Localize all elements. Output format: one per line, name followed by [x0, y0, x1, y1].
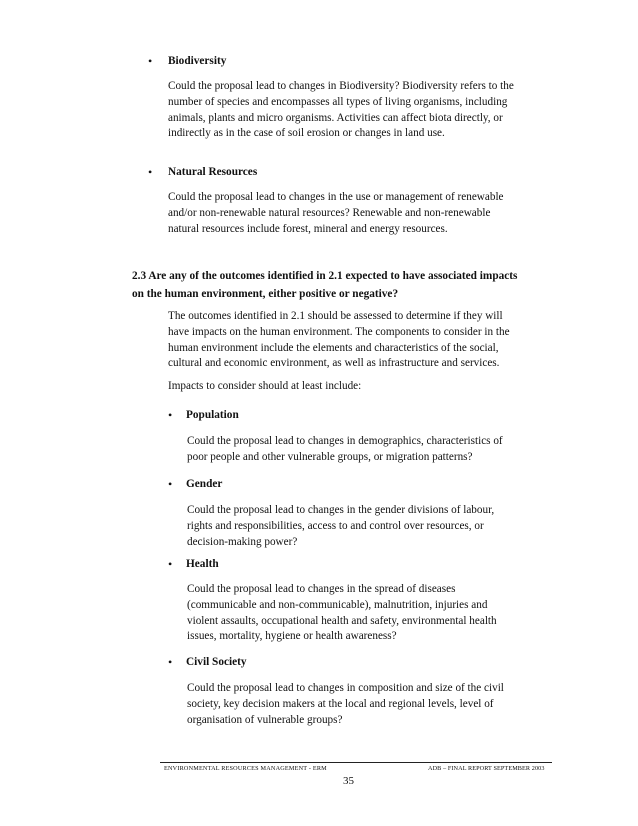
page-number: 35 — [343, 775, 354, 787]
body-line: (communicable and non-communicable), malnutrition, injuries and — [187, 598, 488, 611]
body-line: indirectly as in the case of soil erosion or changes in land use. — [168, 127, 445, 140]
impact-body — [187, 681, 557, 728]
impact-body — [187, 503, 557, 550]
body-line: violent assaults, occupational health and safety, environmental health — [187, 614, 497, 627]
body-line: Could the proposal lead to changes in the gender divisions of labour, — [187, 504, 495, 516]
body-line: Could the proposal lead to changes in composition and size of the civil — [187, 682, 504, 694]
body-line: animals, plants and micro organisms. Activities can affect biota directly, or — [168, 111, 503, 124]
bullet-dot: • — [168, 557, 173, 571]
footer-left-text: ENVIRONMENTAL RESOURCES MANAGEMENT - ERM — [164, 765, 327, 772]
bullet-dot: • — [168, 408, 173, 422]
body-line: natural resources include forest, mineral and energy resources. — [168, 222, 448, 235]
heading-line: 2.3 Are any of the outcomes identified in 2.1 expected to have associated impacts — [132, 270, 518, 282]
body-line: Could the proposal lead to changes in the spread of diseases — [187, 583, 456, 595]
body-line: organisation of vulnerable groups? — [187, 713, 343, 726]
body-line: Could the proposal lead to changes in Biodiversity? Biodiversity refers to the — [168, 80, 514, 92]
body-line: poor people and other vulnerable groups, or migration patterns? — [187, 450, 473, 463]
body-line: human environment include the elements and characteristics of the social, — [168, 341, 499, 354]
bullet-dot: • — [148, 165, 153, 179]
impact-body — [187, 582, 557, 645]
body-line: and/or non-renewable natural resources? Renewable and non-renewable — [168, 206, 491, 219]
body-line: Could the proposal lead to changes in the use or management of renewable — [168, 191, 504, 203]
section-body — [168, 190, 558, 237]
impacts-intro: Impacts to consider should at least include: — [168, 380, 362, 392]
body-line: have impacts on the human environment. The components to consider in the — [168, 325, 510, 338]
body-line: cultural and economic environment, as well as infrastructure and services. — [168, 357, 500, 370]
section-heading-2-3 — [132, 268, 552, 303]
impact-body — [187, 434, 557, 466]
body-line: The outcomes identified in 2.1 should be assessed to determine if they will — [168, 310, 503, 322]
bullet-dot: • — [148, 54, 153, 68]
body-line: rights and responsibilities, access to and control over resources, or — [187, 519, 484, 532]
bullet-dot: • — [168, 655, 173, 669]
impact-title: Civil Society — [186, 656, 247, 668]
section-title: Biodiversity — [168, 55, 227, 67]
impact-title: Health — [186, 558, 219, 570]
footer-right-text: ADB – FINAL REPORT SEPTEMBER 2003 — [428, 765, 545, 772]
section-body — [168, 79, 558, 142]
footer-rule — [160, 762, 552, 763]
intro-paragraph — [168, 309, 558, 372]
heading-line: on the human environment, either positive or negative? — [132, 287, 399, 300]
body-line: Could the proposal lead to changes in demographics, characteristics of — [187, 435, 503, 447]
impact-title: Population — [186, 409, 239, 421]
section-title: Natural Resources — [168, 166, 258, 178]
impact-title: Gender — [186, 478, 223, 490]
body-line: decision-making power? — [187, 535, 298, 548]
body-line: society, key decision makers at the local and regional levels, level of — [187, 697, 494, 710]
body-line: number of species and encompasses all types of living organisms, including — [168, 95, 508, 108]
body-line: issues, mortality, hygiene or health awareness? — [187, 630, 397, 643]
bullet-dot: • — [168, 477, 173, 491]
